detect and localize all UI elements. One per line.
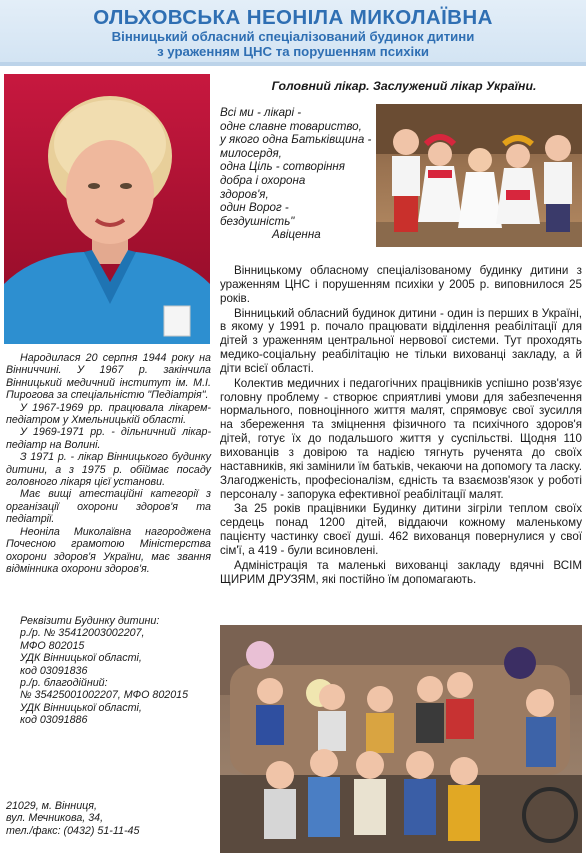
bio-paragraph: Має вищі атестаційні категорії з організації охорони здоров'я та педіатрії. — [6, 488, 211, 526]
quote-author: Авіценна — [272, 228, 321, 242]
bio-paragraph: З 1971 р. - лікар Вінницького будинку дитини, а з 1975 р. обіймає посаду головного лікаря цієї установи. — [6, 451, 211, 489]
person-name-title: ОЛЬХОВСЬКА НЕОНІЛА МИКОЛАЇВНА — [93, 6, 493, 29]
bio-paragraph: Неоніла Миколаївна нагороджена Почесною грамотою Міністерства охорони здоров'я України, має звання відмінника охорони здоров'я. — [6, 525, 211, 575]
article-paragraph: Вінницький обласний будинок дитини - один із перших в Україні, в якому у 1991 р. почало працювати відділення реабілітації для дітей з ураженням центральної нервової системи. Тут проходять медико-соціальну реабілітацію не тільки вихованці закладу, а й діти всієї області. — [220, 306, 582, 375]
article-paragraph: За 25 років працівники Будинку дитини зігріли теплом своїх сердець понад 1200 дітей, віддаючи кожному маленькому пацієнту частинку своєї душі. 462 вихованця повернулися у свої сім'ї, а 419 - були всиновлені. — [220, 502, 582, 557]
bank-line: код 03091886 — [20, 714, 88, 727]
article-paragraph: Адміністрація та маленькі вихованці закладу вдячні ВСІМ ЩИРИМ ДРУЗЯМ, які постійно їм допомагають. — [220, 558, 582, 586]
address-line: 21029, м. Вінниця, — [6, 800, 97, 812]
header-banner — [0, 0, 586, 62]
quote-line: милосердя, — [220, 146, 282, 160]
article-body — [220, 264, 582, 587]
bank-line: р./р. № 35412003002207, — [20, 627, 145, 640]
quote-line: здоров'я, — [220, 187, 269, 201]
bio-paragraph: Народилася 20 серпня 1944 року на Вінниччині. У 1967 р. закінчила Вінницький медичний інститут ім. М.І. Пирогова за спеціальністю "Педіатрія". — [6, 352, 211, 402]
quote-line: добра і охорона — [220, 173, 306, 187]
bank-line: УДК Вінницької області, — [20, 701, 142, 714]
biography-block — [6, 352, 211, 575]
quote-line: одне славне товариство, — [220, 119, 362, 133]
bank-line: р./р. благодійний: — [20, 677, 108, 690]
quote-line: бездушність" — [220, 214, 295, 228]
bank-details-block — [6, 615, 211, 727]
bank-line: Реквізити Будинку дитини: — [20, 615, 160, 627]
header-divider — [0, 62, 586, 66]
address-block — [6, 800, 211, 837]
portrait-photo — [4, 74, 210, 344]
quote-line: один Ворог - — [220, 201, 289, 215]
avicenna-quote — [220, 106, 376, 242]
position-subtitle: Головний лікар. Заслужений лікар України. — [271, 79, 537, 93]
quote-line: у якого одна Батьківщина - — [220, 133, 372, 147]
bank-line: код 03091836 — [20, 664, 88, 677]
institution-line-1: Вінницький обласний спеціалізований будинок дитини — [111, 29, 475, 44]
bank-line: № 35425001002207, МФО 802015 — [20, 689, 189, 702]
bio-paragraph: У 1967-1969 рр. працювала лікарем-педіатром у Хмельницькій області. — [6, 401, 211, 427]
address-line: тел./факс: (0432) 51-11-45 — [6, 824, 140, 837]
institution-line-2: з ураженням ЦНС та порушенням психіки — [157, 44, 429, 59]
bank-line: УДК Вінницької області, — [20, 652, 142, 665]
quote-line: Всі ми - лікарі - — [220, 106, 302, 119]
quote-line: одна Ціль - сотворіння — [220, 160, 345, 174]
children-costumes-photo — [376, 104, 582, 247]
article-paragraph: Вінницькому обласному спеціалізованому будинку дитини з ураженням ЦНС і порушенням психіки у 2005 р. виповнилося 25 років. — [220, 264, 582, 305]
bank-line: МФО 802015 — [20, 639, 85, 652]
group-children-photo — [220, 625, 582, 853]
address-line: вул. Мечникова, 34, — [6, 812, 104, 825]
article-paragraph: Колектив медичних і педагогічних працівників успішно розв'язує головну проблему - створює сприятливі умови для забезпечення нормального, повноцінного життя малят, спрямовує свої зусилля на збереження та зміцнення фізичного та психічного здоров'я дітей, готує їх до подальшого життя у суспільстві. Щодня 110 вихованців з довірою та надією тягнуть рученята до своїх наставників, які замінили їм батьків, чекаючи на допомогу та ласку. Злагодженість, професіоналізм, єдність та взаємозв'язок у роботі персоналу - запорука ефективної реабілітації малят. — [220, 376, 582, 501]
bio-paragraph: У 1969-1971 рр. - дільничний лікар-педіатр на Волині. — [6, 426, 211, 451]
